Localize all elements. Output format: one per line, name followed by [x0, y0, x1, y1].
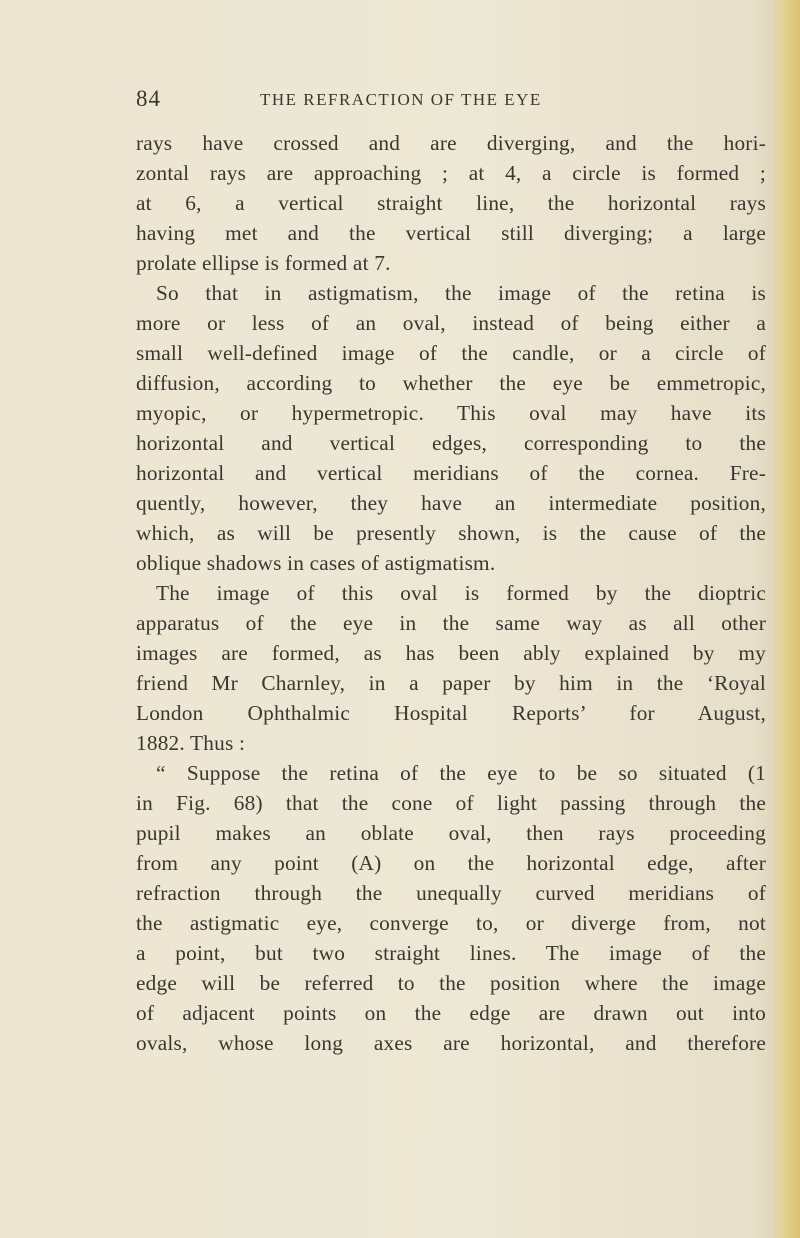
text-line: more or less of an oval, instead of being either a [136, 311, 766, 335]
text-line: myopic, or hypermetropic. This oval may have its [136, 401, 766, 425]
text-line: horizontal and vertical edges, corresponding to the [136, 431, 766, 455]
text-line: oblique shadows in cases of astigmatism. [136, 551, 496, 575]
text-line: which, as will be presently shown, is the cause of the [136, 521, 766, 545]
text-line: quently, however, they have an intermediate position, [136, 491, 766, 515]
text-line: a point, but two straight lines. The image of the [136, 941, 766, 965]
text-line: refraction through the unequally curved meridians of [136, 881, 766, 905]
text-line: horizontal and vertical meridians of the cornea. Fre- [136, 461, 766, 485]
text-line: diffusion, according to whether the eye be emmetropic, [136, 371, 766, 395]
running-title: THE REFRACTION OF THE EYE [260, 90, 542, 109]
text-line: at 6, a vertical straight line, the horizontal rays [136, 191, 766, 215]
page-number: 84 [136, 86, 161, 111]
text-line: in Fig. 68) that the cone of light passing through the [136, 791, 766, 815]
text-line: The image of this oval is formed by the dioptric [156, 581, 766, 605]
text-line: the astigmatic eye, converge to, or diverge from, not [136, 911, 766, 935]
text-line: prolate ellipse is formed at 7. [136, 251, 391, 275]
page-header [136, 86, 696, 114]
text-line: having met and the vertical still diverging; a large [136, 221, 766, 245]
text-line: London Ophthalmic Hospital Reports’ for August, [136, 701, 766, 725]
text-line: small well-defined image of the candle, or a circle of [136, 341, 766, 365]
text-line: of adjacent points on the edge are drawn out into [136, 1001, 766, 1025]
text-line: from any point (A) on the horizontal edge, after [136, 851, 766, 875]
text-line: edge will be referred to the position where the image [136, 971, 766, 995]
text-line: pupil makes an oblate oval, then rays proceeding [136, 821, 766, 845]
text-line: images are formed, as has been ably explained by my [136, 641, 766, 665]
page-edge [772, 0, 800, 1238]
text-line: rays have crossed and are diverging, and the hori- [136, 131, 766, 155]
text-line: apparatus of the eye in the same way as all other [136, 611, 766, 635]
text-line: 1882. Thus : [136, 731, 246, 755]
text-line: ovals, whose long axes are horizontal, and therefore [136, 1031, 766, 1055]
text-line: “ Suppose the retina of the eye to be so situated (1 [156, 761, 766, 785]
text-line: So that in astigmatism, the image of the retina is [156, 281, 766, 305]
text-line: zontal rays are approaching ; at 4, a circle is formed ; [136, 161, 766, 185]
text-line: friend Mr Charnley, in a paper by him in the ‘Royal [136, 671, 766, 695]
body-text [136, 128, 766, 1058]
